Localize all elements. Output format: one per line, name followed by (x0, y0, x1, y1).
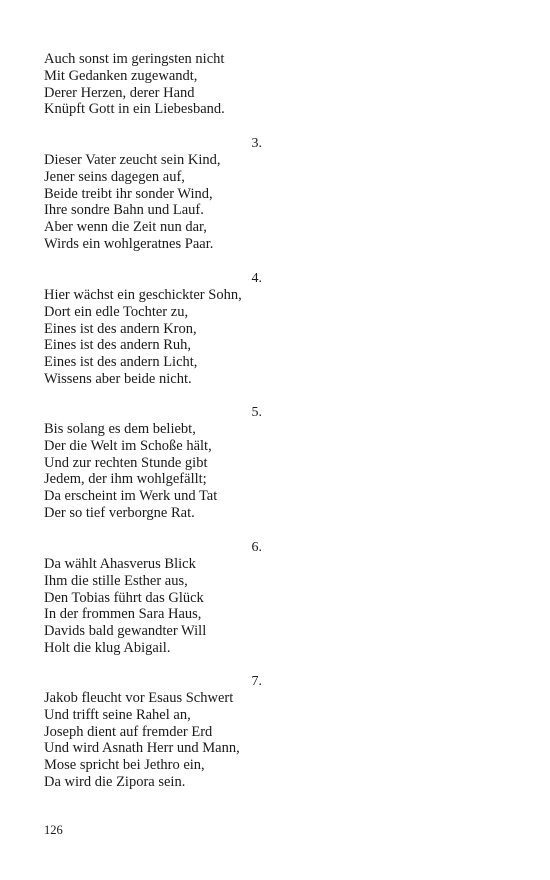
verse-line: Der so tief verborgne Rat. (44, 504, 195, 521)
stanza-number: 7. (251, 674, 262, 689)
page-number: 126 (44, 823, 63, 837)
verse-line: Beide treibt ihr sonder Wind, (44, 185, 213, 202)
verse-line: Wirds ein wohlgeratnes Paar. (44, 235, 214, 252)
verse-line: Dort ein edle Tochter zu, (44, 303, 189, 320)
verse-line: Da erscheint im Werk und Tat (44, 488, 218, 505)
verse-line: Den Tobias führt das Glück (44, 589, 204, 606)
verse-line: Jener seins dagegen auf, (44, 168, 185, 185)
verse-line: Mit Gedanken zugewandt, (44, 67, 198, 84)
verse-line: Bis solang es dem beliebt, (44, 421, 196, 437)
verse-line: Derer Herzen, derer Hand (44, 84, 195, 101)
stanza-number: 6. (251, 540, 262, 555)
verse-line: Eines ist des andern Kron, (44, 320, 197, 337)
stanza-3 (44, 135, 262, 253)
verse-line: Mose spricht bei Jethro ein, (44, 757, 205, 774)
stanza-number: 5. (251, 405, 262, 420)
verse-line: In der frommen Sara Haus, (44, 606, 202, 623)
verse-line: Knüpft Gott in ein Liebesband. (44, 101, 225, 118)
verse-line: Eines ist des andern Ruh, (44, 337, 191, 354)
stanza-7 (44, 673, 262, 791)
stanza-6 (44, 539, 262, 657)
verse-line: Ihre sondre Bahn und Lauf. (44, 202, 204, 219)
verse-line: Und wird Asnath Herr und Mann, (44, 740, 240, 757)
verse-line: Wissens aber beide nicht. (44, 370, 192, 387)
verse-line: Joseph dient auf fremder Erd (44, 723, 213, 740)
verse-line: Ihm die stille Esther aus, (44, 572, 188, 589)
verse-line: Hier wächst ein geschickter Sohn, (44, 287, 242, 303)
verse-line: Eines ist des andern Licht, (44, 354, 198, 371)
stanza-number: 3. (251, 136, 262, 151)
verse-line: Da wird die Zipora sein. (44, 773, 186, 790)
verse-line: Und trifft seine Rahel an, (44, 706, 191, 723)
verse-line: Jakob fleucht vor Esaus Schwert (44, 690, 234, 706)
verse-line: Holt die klug Abigail. (44, 639, 171, 656)
stanza-number: 4. (251, 271, 262, 286)
verse-line: Davids bald gewandter Will (44, 623, 207, 640)
stanza-4 (44, 270, 262, 388)
verse-line: Auch sonst im geringsten nicht (44, 51, 225, 67)
verse-line: Da wählt Ahasverus Blick (44, 556, 196, 572)
stanza-continued (44, 51, 262, 118)
verse-line: Und zur rechten Stunde gibt (44, 454, 208, 471)
verse-line: Jedem, der ihm wohlgefällt; (44, 471, 207, 488)
stanza-5 (44, 404, 262, 522)
verse-line: Der die Welt im Schoße hält, (44, 437, 212, 454)
verse-line: Aber wenn die Zeit nun dar, (44, 219, 207, 236)
verse-line: Dieser Vater zeucht sein Kind, (44, 152, 221, 168)
